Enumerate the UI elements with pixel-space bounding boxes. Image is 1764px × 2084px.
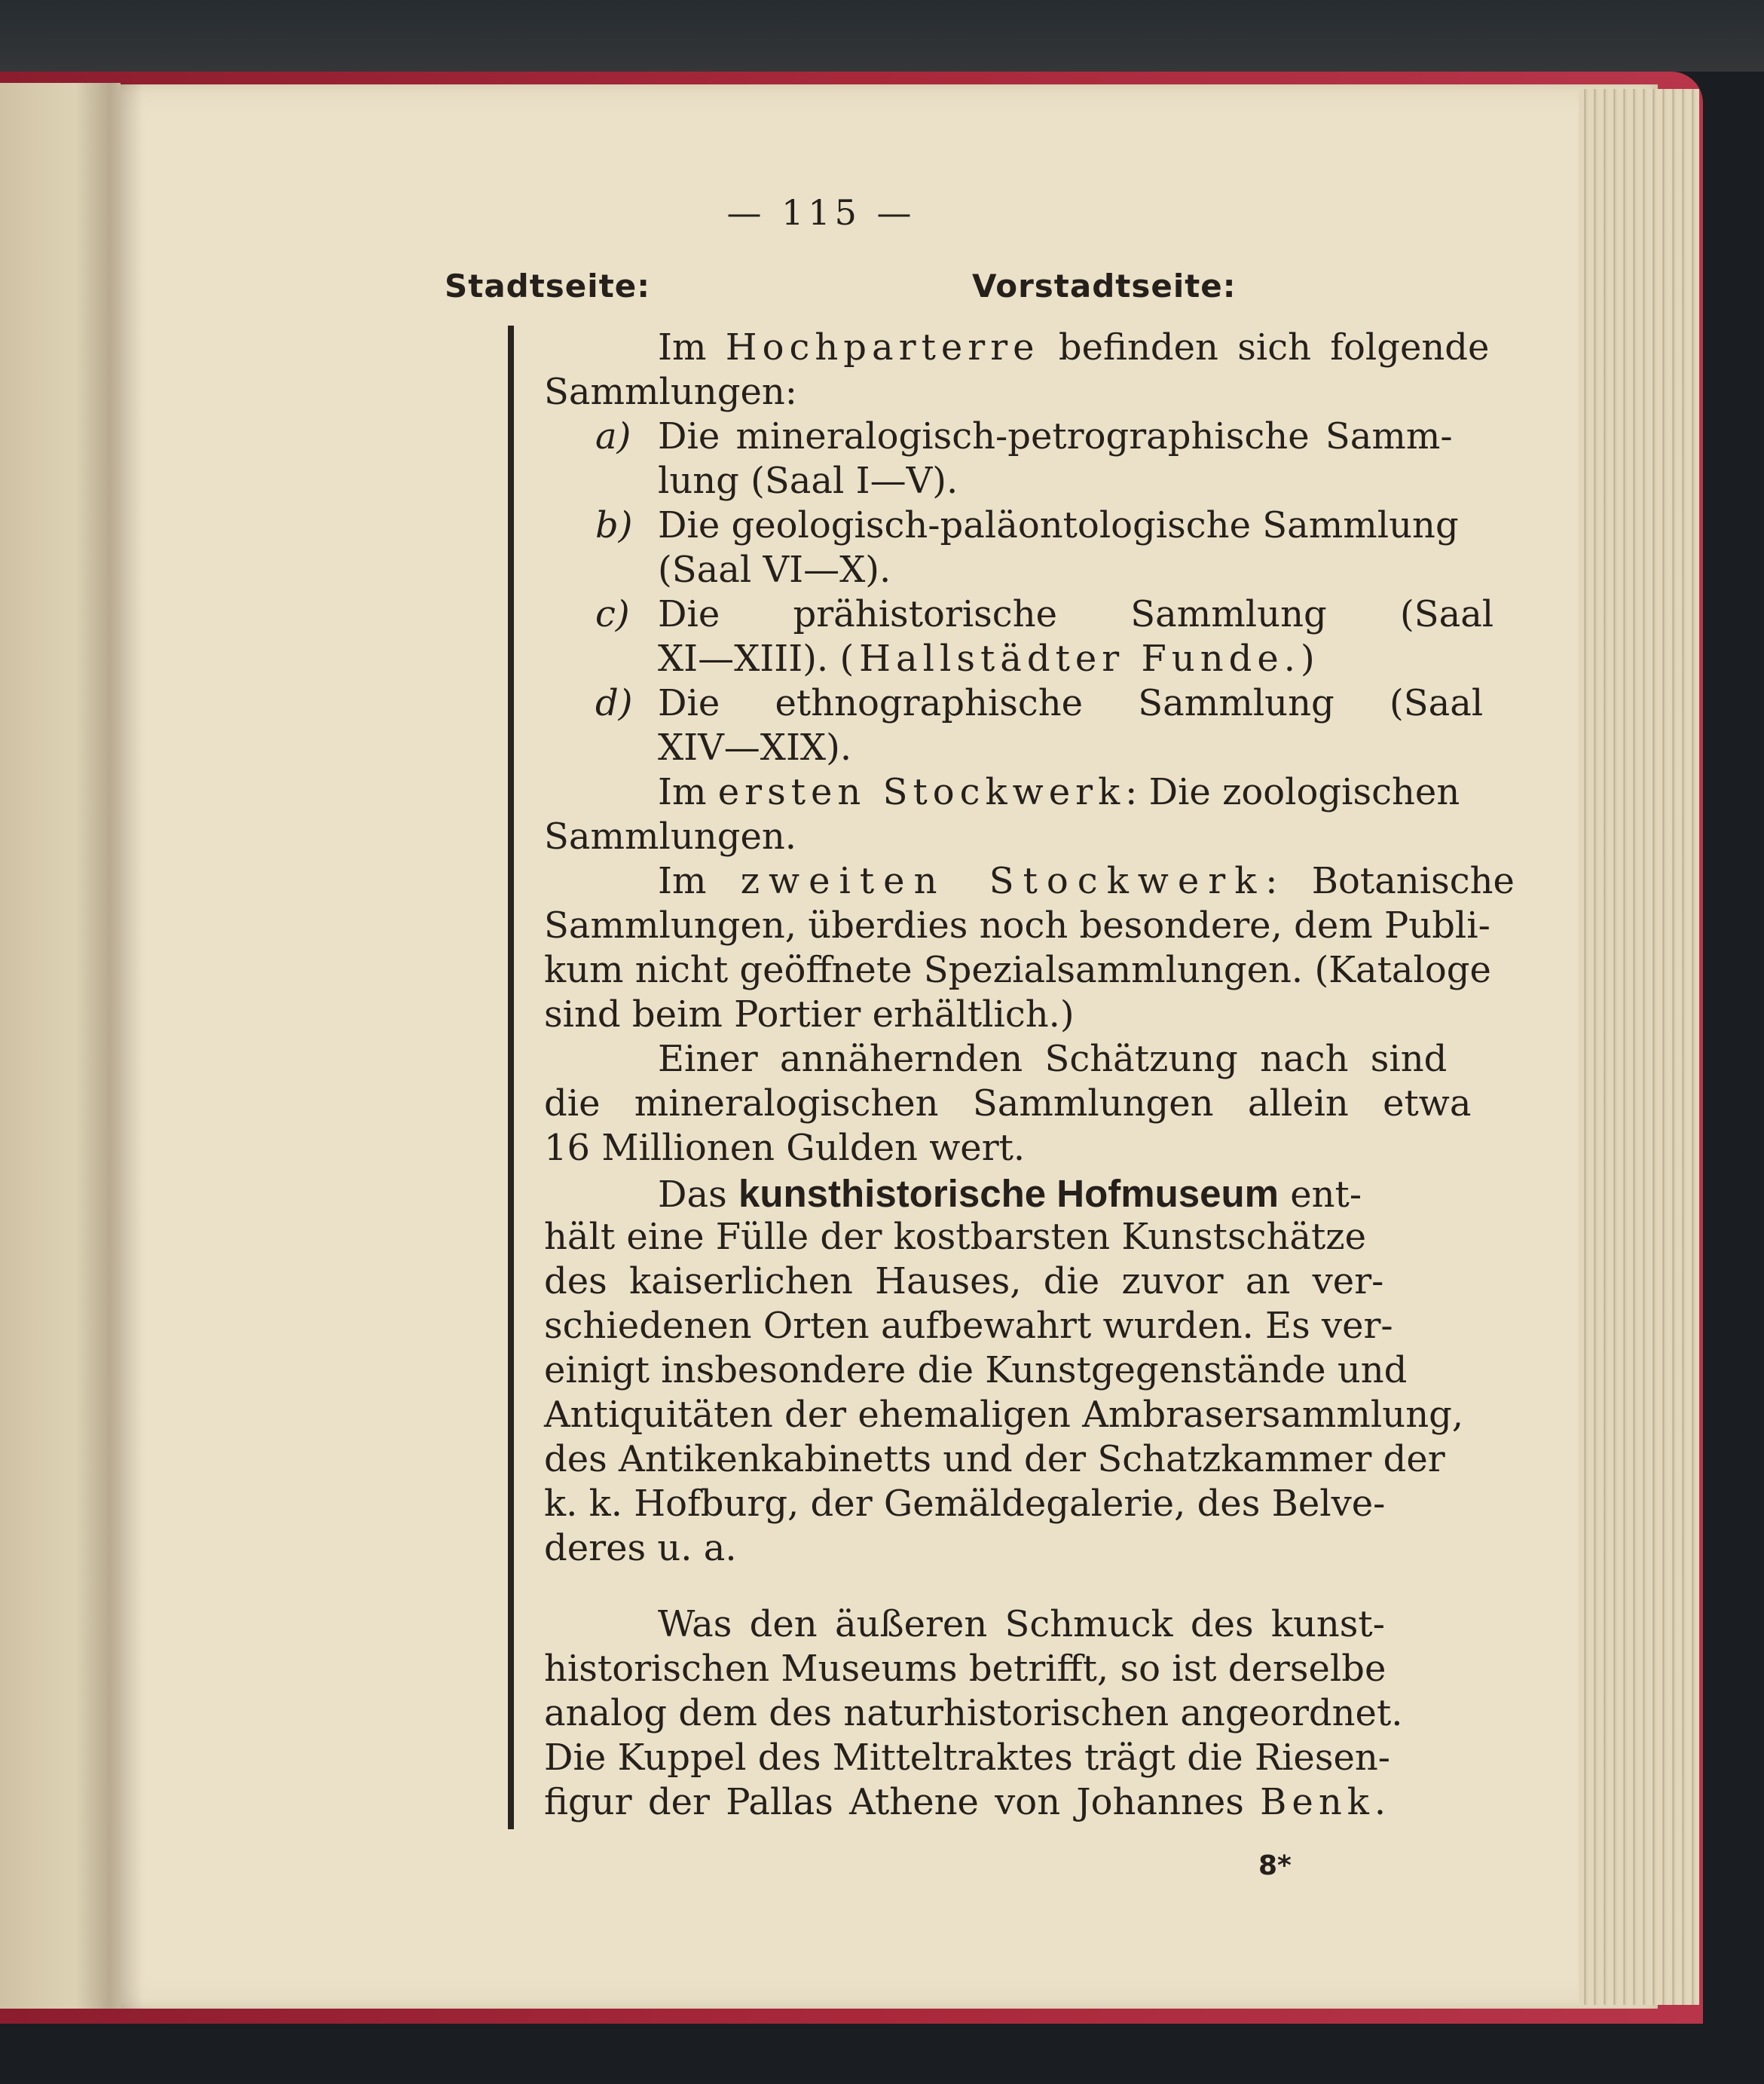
second-floor-line-4: sind beim Portier erhältlich.) xyxy=(544,993,1075,1036)
first-floor-line-1: Im ersten Stockwerk: Die zoologischen xyxy=(658,771,1460,813)
item-b-line-1: Die geologisch-paläontologische Sammlung xyxy=(658,504,1459,546)
khm-line-9: deres u. a. xyxy=(544,1527,737,1569)
background-top xyxy=(0,0,1764,72)
exterior-line-3: analog dem des naturhistorischen angeordnet. xyxy=(544,1692,1403,1734)
khm-line-2: hält eine Fülle der kostbarsten Kunstschätze xyxy=(544,1216,1366,1258)
item-a-line-1: Die mineralogisch-petrographische Samm- xyxy=(658,415,1453,458)
intro-line-1: Im Hochparterre befinden sich folgende xyxy=(658,326,1490,369)
page-edges xyxy=(1579,89,1699,2005)
khm-line-8: k. k. Hofburg, der Gemäldegalerie, des Belve- xyxy=(544,1483,1386,1525)
page-number: — 115 — xyxy=(726,192,916,233)
column-header-vorstadtseite: Vorstadtseite: xyxy=(972,268,1237,304)
estimate-line-1: Einer annähernden Schätzung nach sind xyxy=(658,1038,1448,1080)
item-c-line-2: XI—XIII). (Hallstädter Funde.) xyxy=(658,638,1320,680)
exterior-line-5: figur der Pallas Athene von Johannes Benk. xyxy=(544,1781,1386,1823)
second-floor-line-3: kum nicht geöffnete Spezialsammlungen. (Kataloge xyxy=(544,949,1491,991)
item-b-line-2: (Saal VI—X). xyxy=(658,549,891,591)
column-header-stadtseite: Stadtseite: xyxy=(445,268,651,304)
khm-line-4: schiedenen Orten aufbewahrt wurden. Es ver- xyxy=(544,1305,1393,1347)
khm-title: kunsthistorische Hofmuseum xyxy=(738,1172,1279,1215)
item-d-line-2: XIV—XIX). xyxy=(658,727,852,769)
exterior-line-1: Was den äußeren Schmuck des kunst- xyxy=(658,1603,1385,1645)
khm-line-1: Das kunsthistorische Hofmuseum ent- xyxy=(658,1172,1362,1216)
khm-line-3: des kaiserlichen Hauses, die zuvor an ver- xyxy=(544,1260,1384,1302)
item-b-letter: b) xyxy=(595,504,633,546)
margin-rule xyxy=(508,326,514,1829)
khm-line-5: einigt insbesondere die Kunstgegenstände und xyxy=(544,1349,1408,1391)
exterior-line-2: historischen Museums betrifft, so ist derselbe xyxy=(544,1648,1386,1690)
item-d-line-1: Die ethnographische Sammlung (Saal xyxy=(658,682,1484,724)
item-c-line-1: Die prähistorische Sammlung (Saal xyxy=(658,593,1494,635)
khm-line-6: Antiquitäten der ehemaligen Ambrasersammlung, xyxy=(544,1394,1464,1436)
item-a-letter: a) xyxy=(595,415,631,458)
intro-line-2: Sammlungen: xyxy=(544,371,797,413)
second-floor-line-1: Im zweiten Stockwerk: Botanische xyxy=(658,860,1515,902)
book-gutter xyxy=(75,83,143,2009)
second-floor-line-2: Sammlungen, überdies noch besondere, dem Publi- xyxy=(544,904,1490,947)
item-c-letter: c) xyxy=(595,593,630,635)
item-a-line-2: lung (Saal I—V). xyxy=(658,460,958,502)
estimate-line-2: die mineralogischen Sammlungen allein etwa xyxy=(544,1082,1472,1125)
exterior-line-4: Die Kuppel des Mitteltraktes trägt die Riesen- xyxy=(544,1737,1391,1779)
khm-line-7: des Antikenkabinetts und der Schatzkammer der xyxy=(544,1438,1445,1480)
first-floor-line-2: Sammlungen. xyxy=(544,816,797,858)
estimate-line-3: 16 Millionen Gulden wert. xyxy=(544,1127,1026,1169)
item-d-letter: d) xyxy=(595,682,633,724)
signature-mark: 8* xyxy=(1258,1850,1292,1881)
